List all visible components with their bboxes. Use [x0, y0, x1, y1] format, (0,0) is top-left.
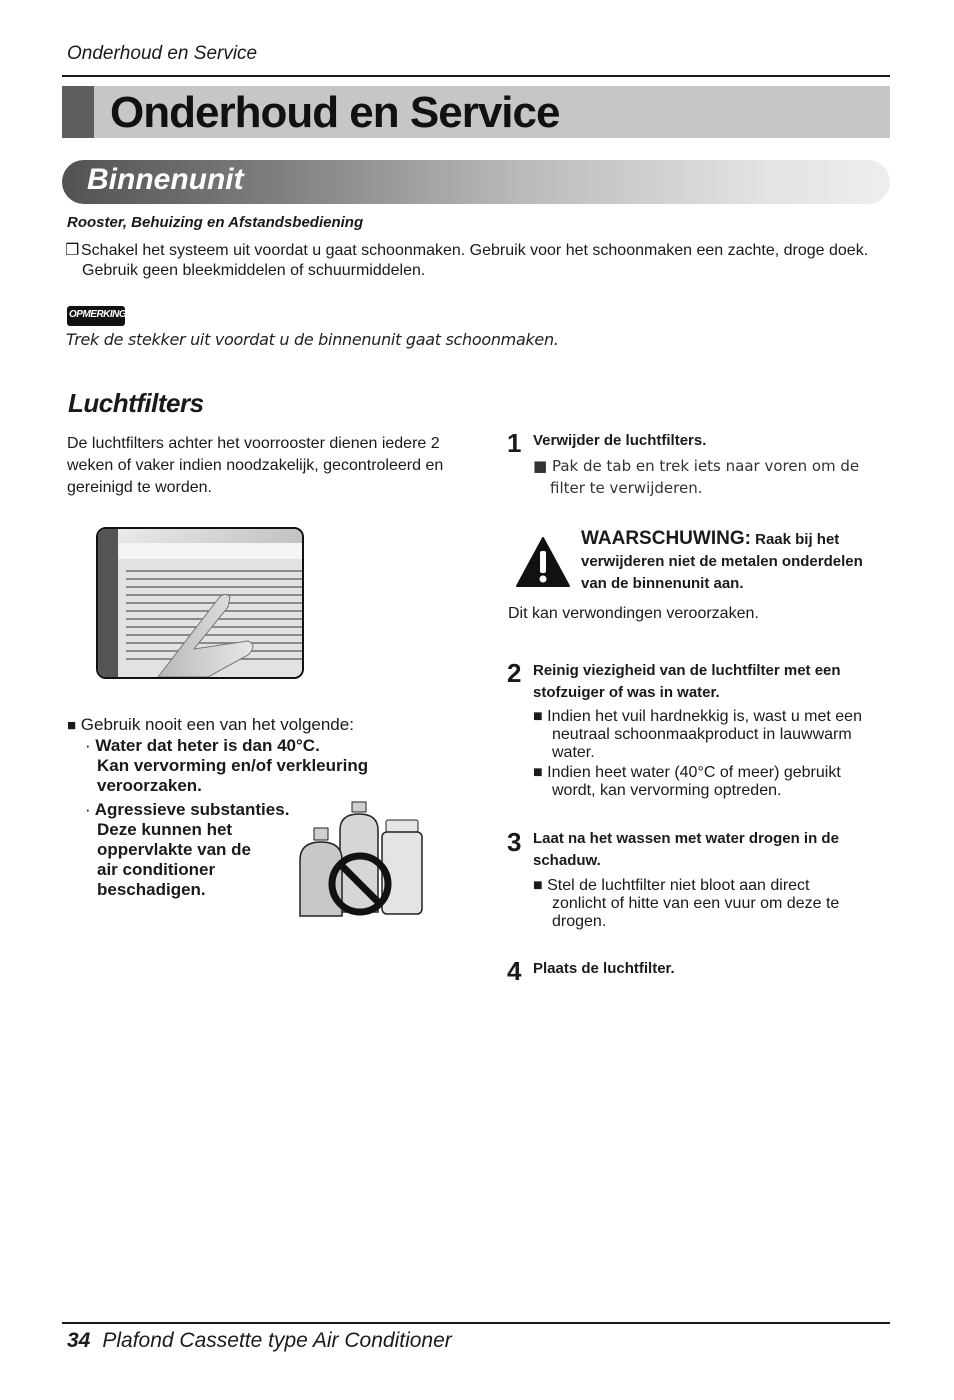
- step-2-title-line-2: stofzuiger of was in water.: [533, 684, 720, 701]
- note-badge: [67, 306, 125, 326]
- step-3-title-line-2: schaduw.: [533, 852, 601, 869]
- never-item-1-line-2: Kan vervorming en/of verkleuring: [97, 756, 369, 775]
- checkbox-bullet-icon: ❐: [65, 242, 80, 259]
- square-bullet-icon: ■: [533, 877, 543, 894]
- step-3-bullet-line-3: drogen.: [552, 913, 607, 930]
- step-3-bullet-line-1: Stel de luchtfilter niet bloot aan direct: [547, 877, 810, 894]
- step-1-title: Verwijder de luchtfilters.: [533, 432, 707, 449]
- step-1-body: [533, 455, 883, 499]
- step-3-title-line-1: Laat na het wassen met water drogen in de: [533, 830, 839, 847]
- chemicals-prohibited-illustration: [296, 800, 424, 920]
- footer-rule: [62, 1322, 890, 1324]
- step-1-bullet-line-1: Pak de tab en trek iets naar voren om de: [551, 457, 860, 475]
- step-2-bullet-1-line-3: water.: [552, 744, 595, 761]
- warning-label: WAARSCHUWING:: [581, 528, 751, 549]
- square-bullet-icon: ■: [533, 764, 543, 781]
- square-bullet-icon: ■: [533, 457, 548, 475]
- note-badge-label: OPMERKING: [69, 309, 127, 320]
- dot-bullet-icon: ·: [85, 736, 91, 755]
- filter-photo: [96, 527, 304, 679]
- header-rule: [62, 75, 890, 77]
- warning-icon: [515, 535, 571, 589]
- title-accent: [62, 86, 94, 138]
- never-use-intro: Gebruik nooit een van het volgende:: [80, 715, 354, 734]
- step-4-title: Plaats de luchtfilter.: [533, 960, 675, 977]
- never-item-2-line-3: oppervlakte van de: [97, 840, 252, 859]
- warning-line-1: Raak bij het: [755, 531, 840, 548]
- step-1-number: 1: [507, 428, 521, 458]
- never-item-1-line-3: veroorzaken.: [97, 776, 202, 795]
- step-2-title-line-1: Reinig viezigheid van de luchtfilter met een: [533, 662, 841, 679]
- never-item-2-line-2: Deze kunnen het: [97, 820, 233, 839]
- warning-text: [581, 528, 901, 595]
- filters-paragraph: De luchtfilters achter het voorrooster dienen iedere 2 weken of vaker indien noodzakelijk, gecontroleerd en gereinigd te worden.: [67, 435, 444, 496]
- no-chemicals-icon: [296, 800, 424, 920]
- title-bar: [62, 86, 890, 138]
- step-2-title: [533, 660, 841, 704]
- never-item-2-line-4: air conditioner: [97, 860, 216, 879]
- dot-bullet-icon: ·: [85, 800, 91, 819]
- step-3-number: 3: [507, 827, 521, 857]
- step-2-bullet-1-line-1: Indien het vuil hardnekkig is, wast u met een: [547, 708, 862, 725]
- square-bullet-icon: ■: [533, 708, 543, 725]
- page-title: Onderhoud en Service: [110, 88, 560, 137]
- square-bullet-icon: ■: [67, 717, 77, 734]
- never-item-2-line-5: beschadigen.: [97, 880, 206, 899]
- step-3-body: [533, 877, 883, 931]
- footer-product: Plafond Cassette type Air Conditioner: [102, 1329, 452, 1352]
- running-header: Onderhoud en Service: [67, 43, 258, 64]
- intro-line-2: Gebruik geen bleekmiddelen of schuurmiddelen.: [82, 262, 426, 279]
- step-2-bullet-2-line-2: wordt, kan vervorming optreden.: [552, 782, 782, 799]
- section-banner-title: Binnenunit: [87, 163, 244, 196]
- step-2-body: [533, 708, 883, 800]
- filter-photo-illustration: [98, 529, 302, 677]
- filters-heading: Luchtfilters: [68, 388, 204, 418]
- step-3-title: [533, 828, 839, 872]
- warning-consequence: Dit kan verwondingen veroorzaken.: [508, 605, 759, 622]
- intro-line-1: Schakel het systeem uit voordat u gaat schoonmaken. Gebruik voor het schoonmaken een zachte, droge doek.: [81, 242, 869, 259]
- never-item-1-line-1: Water dat heter is dan 40°C.: [95, 736, 320, 755]
- page-number: 34: [67, 1329, 91, 1352]
- step-2-bullet-2-line-1: Indien heet water (40°C of meer) gebruikt: [547, 764, 841, 781]
- step-2-number: 2: [507, 658, 521, 688]
- intro-text: [65, 241, 890, 281]
- step-4-number: 4: [507, 956, 521, 986]
- footer: [67, 1329, 452, 1353]
- warning-line-2: verwijderen niet de metalen onderdelen: [581, 553, 863, 570]
- intro-subheading: Rooster, Behuizing en Afstandsbediening: [67, 214, 364, 231]
- step-2-bullet-1-line-2: neutraal schoonmaakproduct in lauwwarm: [552, 726, 852, 743]
- step-1-bullet-line-2: filter te verwijderen.: [550, 479, 703, 497]
- step-3-bullet-line-2: zonlicht of hitte van een vuur om deze te: [552, 895, 840, 912]
- warning-line-3: van de binnenunit aan.: [581, 575, 744, 592]
- never-item-2-line-1: Agressieve substanties.: [94, 800, 290, 819]
- section-banner: [62, 160, 890, 204]
- note-text: Trek de stekker uit voordat u de binnenunit gaat schoonmaken.: [66, 330, 559, 349]
